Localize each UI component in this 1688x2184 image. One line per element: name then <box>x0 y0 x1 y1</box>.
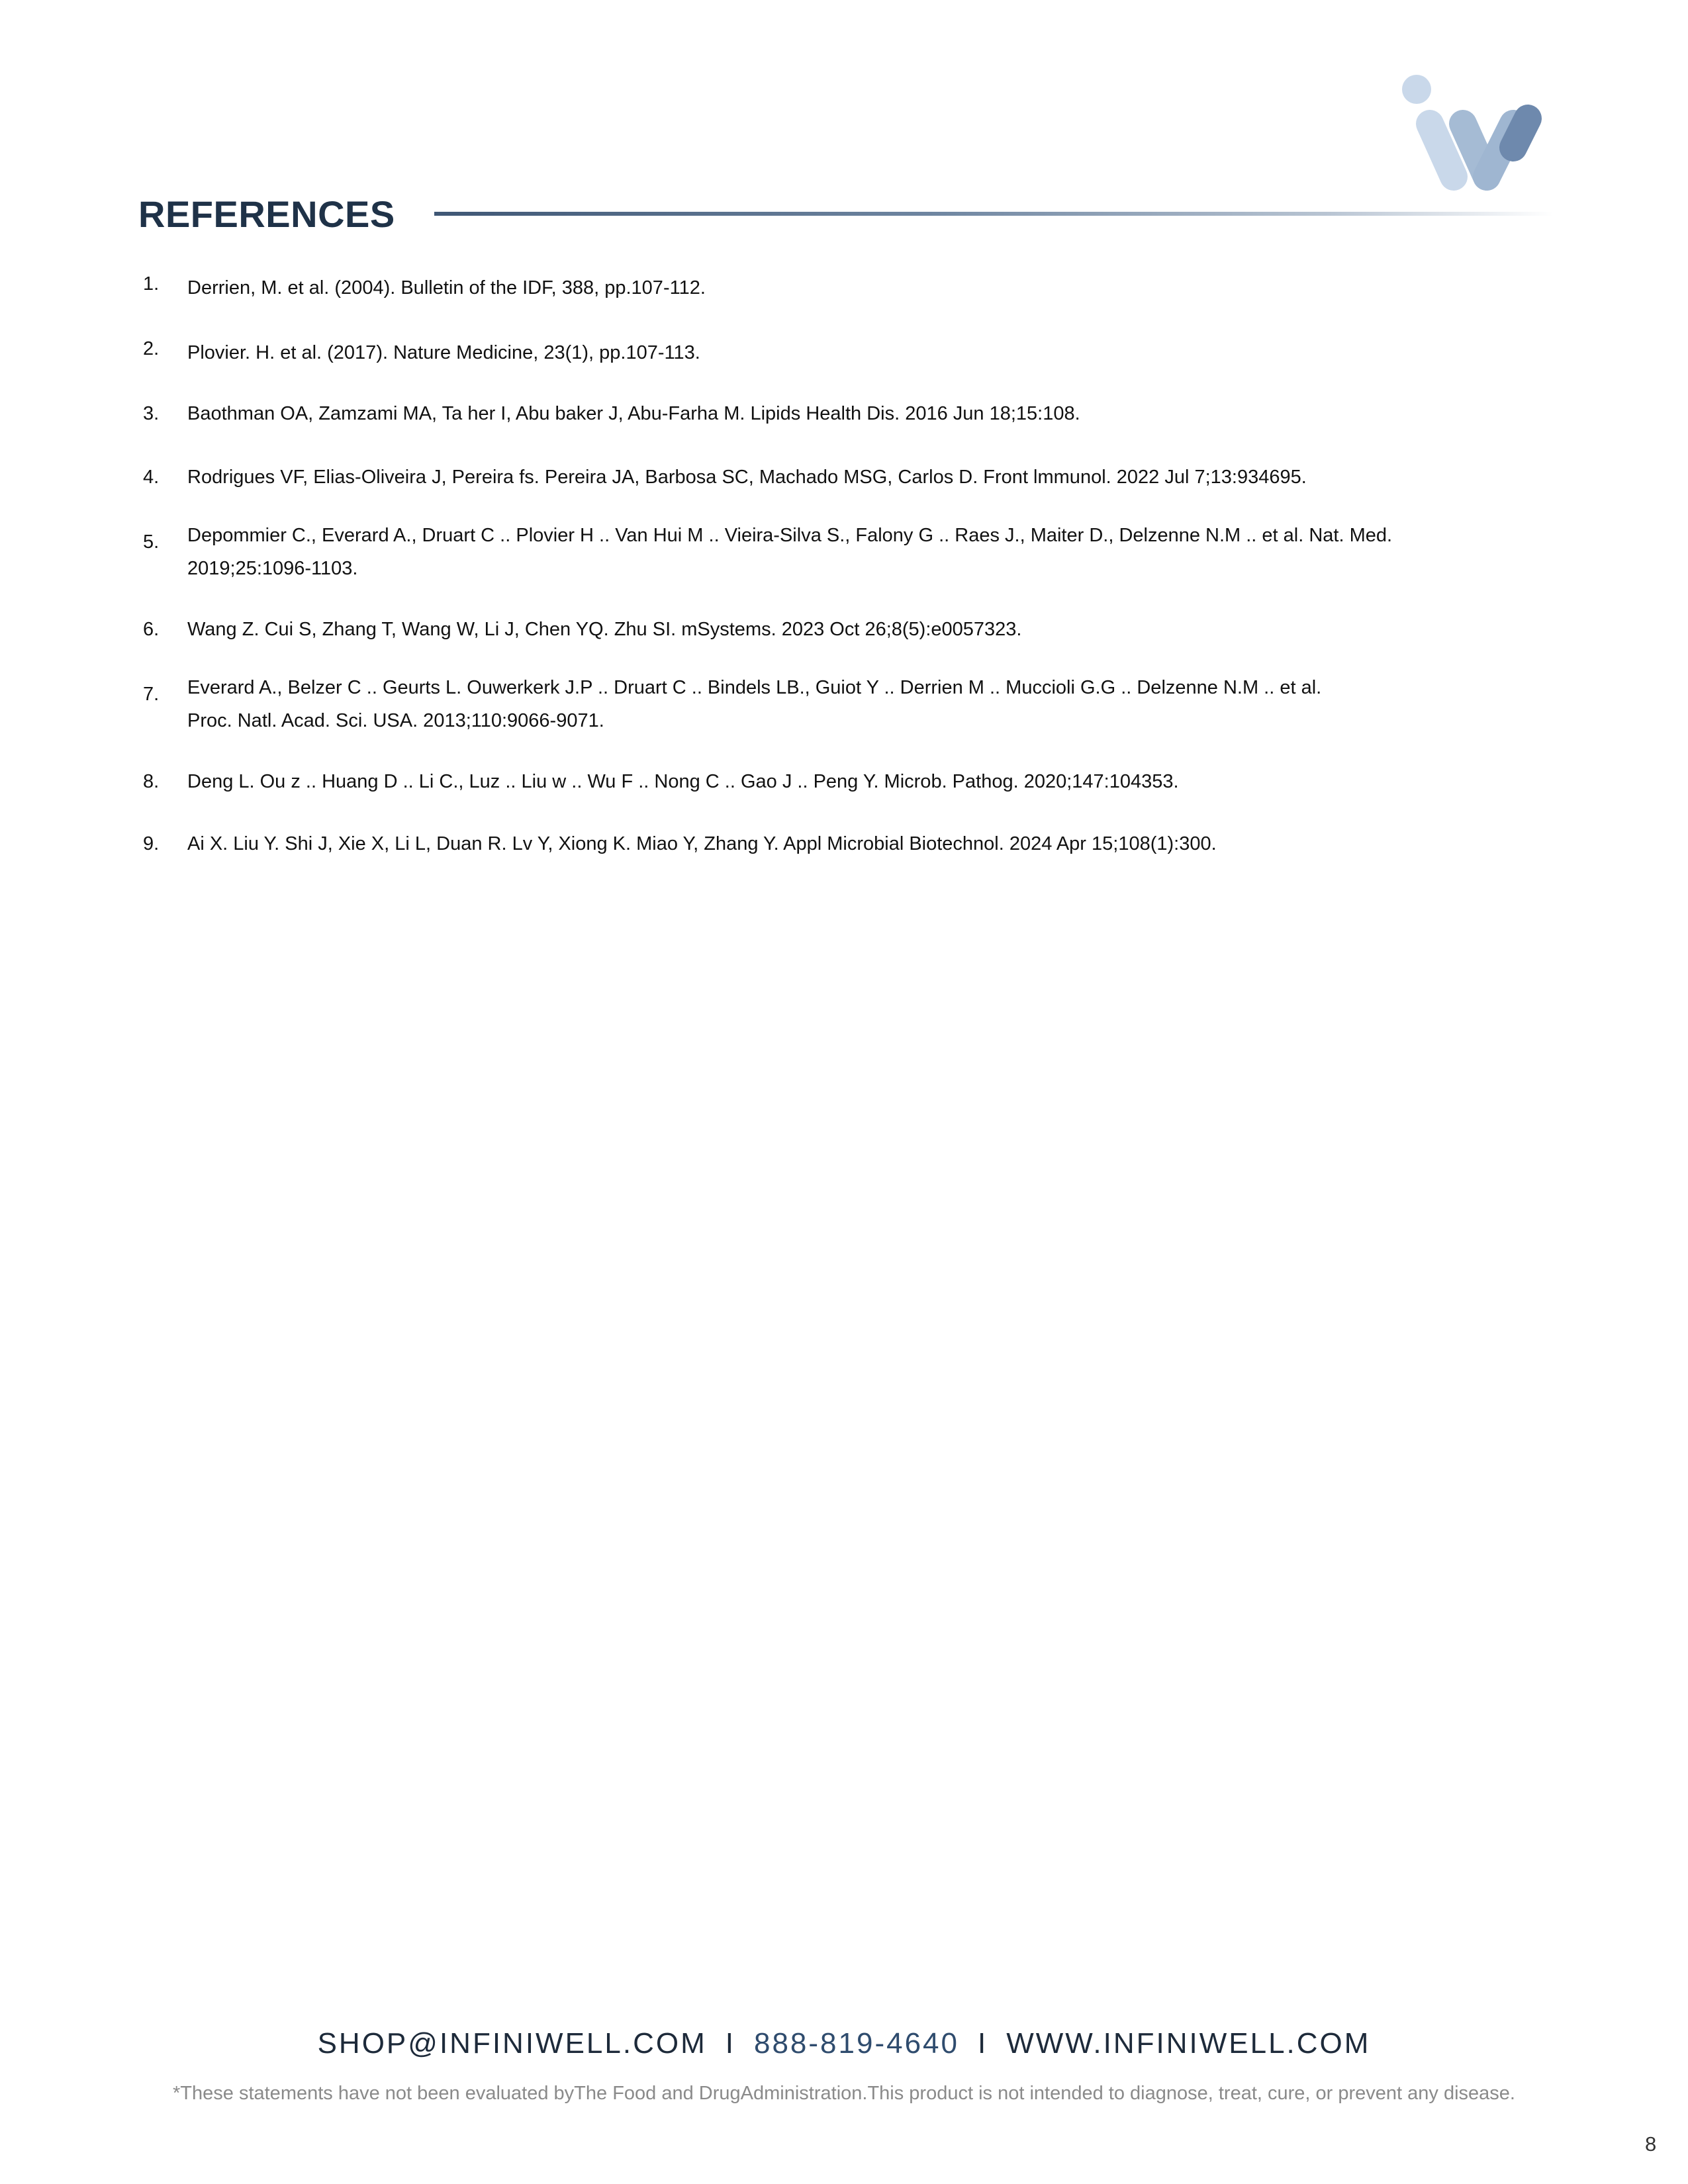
reference-text: Ai X. Liu Y. Shi J, Xie X, Li L, Duan R. Lv Y, Xiong K. Miao Y, Zhang Y. Appl Microbial Biotechnol. 2024 Apr 15;108(1):300. <box>187 833 1217 854</box>
reference-text: Wang Z. Cui S, Zhang T, Wang W, Li J, Chen YQ. Zhu SI. mSystems. 2023 Oct 26;8(5):e0057323. <box>187 619 1022 640</box>
page-header <box>138 188 1555 241</box>
reference-text: Depommier C., Everard A., Druart C .. Plovier H .. Van Hui M .. Vieira-Silva S., Falony G .. Raes J., Maiter D., Delzenne N.M .. et al. Nat. Med. 2019;25:1096-1103. <box>187 525 1393 579</box>
footer-separator: I <box>725 2027 735 2060</box>
reference-number: 6. <box>143 619 160 640</box>
title-divider <box>434 212 1553 216</box>
reference-number: 7. <box>143 684 160 705</box>
reference-number: 5. <box>143 531 160 553</box>
fda-disclaimer: *These statements have not been evaluated byThe Food and DrugAdministration.This product is not intended to diagnose, treat, cure, or prevent any disease. <box>173 2083 1515 2104</box>
reference-number: 9. <box>143 833 160 854</box>
reference-text: Derrien, M. et al. (2004). Bulletin of the IDF, 388, pp.107-112. <box>187 277 706 298</box>
reference-text: Baothman OA, Zamzami MA, Ta her I, Abu baker J, Abu-Farha M. Lipids Health Dis. 2016 Jun 18;15:108. <box>187 403 1080 424</box>
reference-number: 2. <box>143 338 160 359</box>
reference-text: Rodrigues VF, Elias-Oliveira J, Pereira fs. Pereira JA, Barbosa SC, Machado MSG, Carlos D. Front lmmunol. 2022 Jul 7;13:934695. <box>187 467 1307 488</box>
footer-separator: I <box>978 2027 988 2060</box>
footer-contact <box>0 2024 1688 2064</box>
reference-text: Plovier. H. et al. (2017). Nature Medicine, 23(1), pp.107-113. <box>187 342 700 363</box>
reference-text: Everard A., Belzer C .. Geurts L. Ouwerkerk J.P .. Druart C .. Bindels LB., Guiot Y .. Derrien M .. Muccioli G.G .. Delzenne N.M .. et al. Proc. Natl. Acad. Sci. USA. 2013;110:9066-9071. <box>187 677 1322 731</box>
footer-email-link[interactable]: SHOP@INFINIWELL.COM <box>317 2027 707 2060</box>
infiniwell-logo-icon <box>1402 69 1548 195</box>
footer-phone-link[interactable]: 888-819-4640 <box>753 2027 959 2060</box>
page-number: 8 <box>1645 2132 1657 2156</box>
reference-number: 4. <box>143 467 160 488</box>
footer-website-link[interactable]: WWW.INFINIWELL.COM <box>1006 2027 1371 2060</box>
page-title: REFERENCES <box>138 193 395 235</box>
reference-number: 1. <box>143 273 160 295</box>
reference-text: Deng L. Ou z .. Huang D .. Li C., Luz .. Liu w .. Wu F .. Nong C .. Gao J .. Peng Y. Microb. Pathog. 2020;147:104353. <box>187 771 1179 792</box>
reference-number: 3. <box>143 403 160 424</box>
reference-number: 8. <box>143 771 160 792</box>
